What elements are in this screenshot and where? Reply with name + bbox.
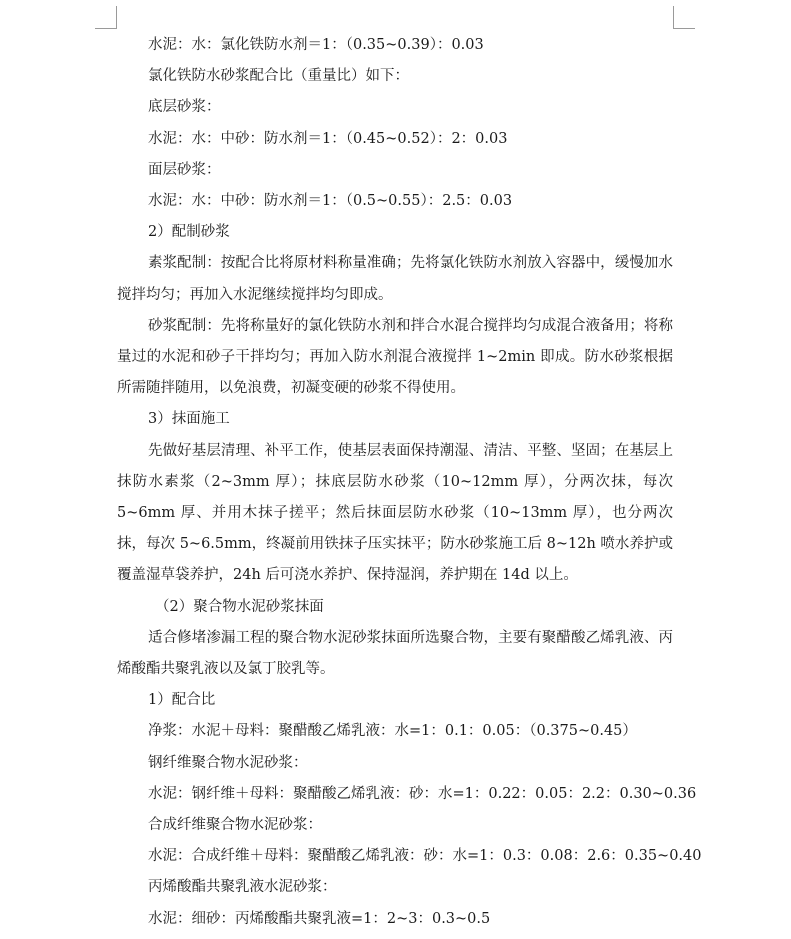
- paragraph-ratio-synthetic-fiber: 水泥：合成纤维＋母料：聚醋酸乙烯乳液：砂：水=1：0.3：0.08：2.6：0.35~0.40: [148, 848, 702, 865]
- paragraph-plastering-procedure: 先做好基层清理、补平工作，使基层表面保持潮湿、清洁、平整、坚固；在基层上抹防水素浆（2~3mm 厚）；抹底层防水砂浆（10~12mm 厚），分两次抹，每次 5~6mm 厚、并用木抹子搓平；然后抹面层防水砂浆（10~13mm 厚），也分两次抹，每次 5~6.5mm，终凝前用铁抹子压实抹平；防水砂浆施工后 8~12h 喷水养护或覆盖湿草袋养护，24h 后可浇水养护、保持湿润，养护期在 14d 以上。: [117, 442, 673, 584]
- paragraph-polymer-intro: 适合修堵渗漏工程的聚合物水泥砂浆抹面所选聚合物，主要有聚醋酸乙烯乳液、丙烯酸酯共聚乳液以及氯丁胶乳等。: [117, 629, 673, 678]
- paragraph-mortar-ratio-intro: 氯化铁防水砂浆配合比（重量比）如下：: [148, 68, 409, 85]
- crop-mark-top-right-horizontal: [673, 28, 695, 29]
- section-heading-mix-ratio: 1）配合比: [148, 692, 216, 709]
- crop-mark-top-left-vertical: [116, 6, 117, 28]
- paragraph-acrylic-heading: 丙烯酸酯共聚乳液水泥砂浆：: [148, 879, 337, 896]
- crop-mark-top-right-vertical: [673, 6, 674, 28]
- paragraph-ratio-acrylic: 水泥：细砂：丙烯酸酯共聚乳液=1：2~3：0.3~0.5: [148, 910, 491, 927]
- paragraph-ratio-base-layer: 水泥：水：中砂：防水剂＝1：（0.45~0.52）：2：0.03: [148, 130, 508, 147]
- crop-mark-top-left-horizontal: [95, 28, 117, 29]
- section-heading-mix-mortar: 2）配制砂浆: [148, 224, 230, 241]
- paragraph-ratio-surface-layer: 水泥：水：中砂：防水剂＝1：（0.5~0.55）：2.5：0.03: [148, 193, 513, 210]
- paragraph-base-layer-heading: 底层砂浆：: [148, 99, 221, 116]
- section-heading-plastering: 3）抹面施工: [148, 411, 230, 428]
- paragraph-mortar-preparation: 砂浆配制：先将称量好的氯化铁防水剂和拌合水混合搅拌均匀成混合液备用；将称量过的水泥和砂子干拌均匀；再加入防水剂混合液搅拌 1~2min 即成。防水砂浆根据所需随拌随用，以免浪费，初凝变硬的砂浆不得使用。: [117, 317, 673, 397]
- paragraph-synthetic-fiber-heading: 合成纤维聚合物水泥砂浆：: [148, 817, 322, 834]
- paragraph-steel-fiber-heading: 钢纤维聚合物水泥砂浆：: [148, 754, 308, 771]
- section-heading-polymer-mortar: （2）聚合物水泥砂浆抹面: [155, 598, 324, 615]
- paragraph-ratio-steel-fiber: 水泥：钢纤维＋母料：聚醋酸乙烯乳液：砂：水=1：0.22：0.05：2.2：0.30~0.36: [148, 785, 697, 802]
- paragraph-surface-layer-heading: 面层砂浆：: [148, 161, 221, 178]
- paragraph-slurry-preparation: 素浆配制：按配合比将原材料称量准确；先将氯化铁防水剂放入容器中，缓慢加水搅拌均匀；再加入水泥继续搅拌均匀即成。: [117, 255, 673, 303]
- paragraph-ratio-ferric-chloride-slurry: 水泥：水：氯化铁防水剂＝1：（0.35~0.39）：0.03: [148, 37, 484, 53]
- document-body: [117, 30, 702, 935]
- paragraph-ratio-neat-paste: 净浆：水泥＋母料：聚醋酸乙烯乳液：水=1：0.1：0.05：（0.375~0.45）: [148, 723, 637, 740]
